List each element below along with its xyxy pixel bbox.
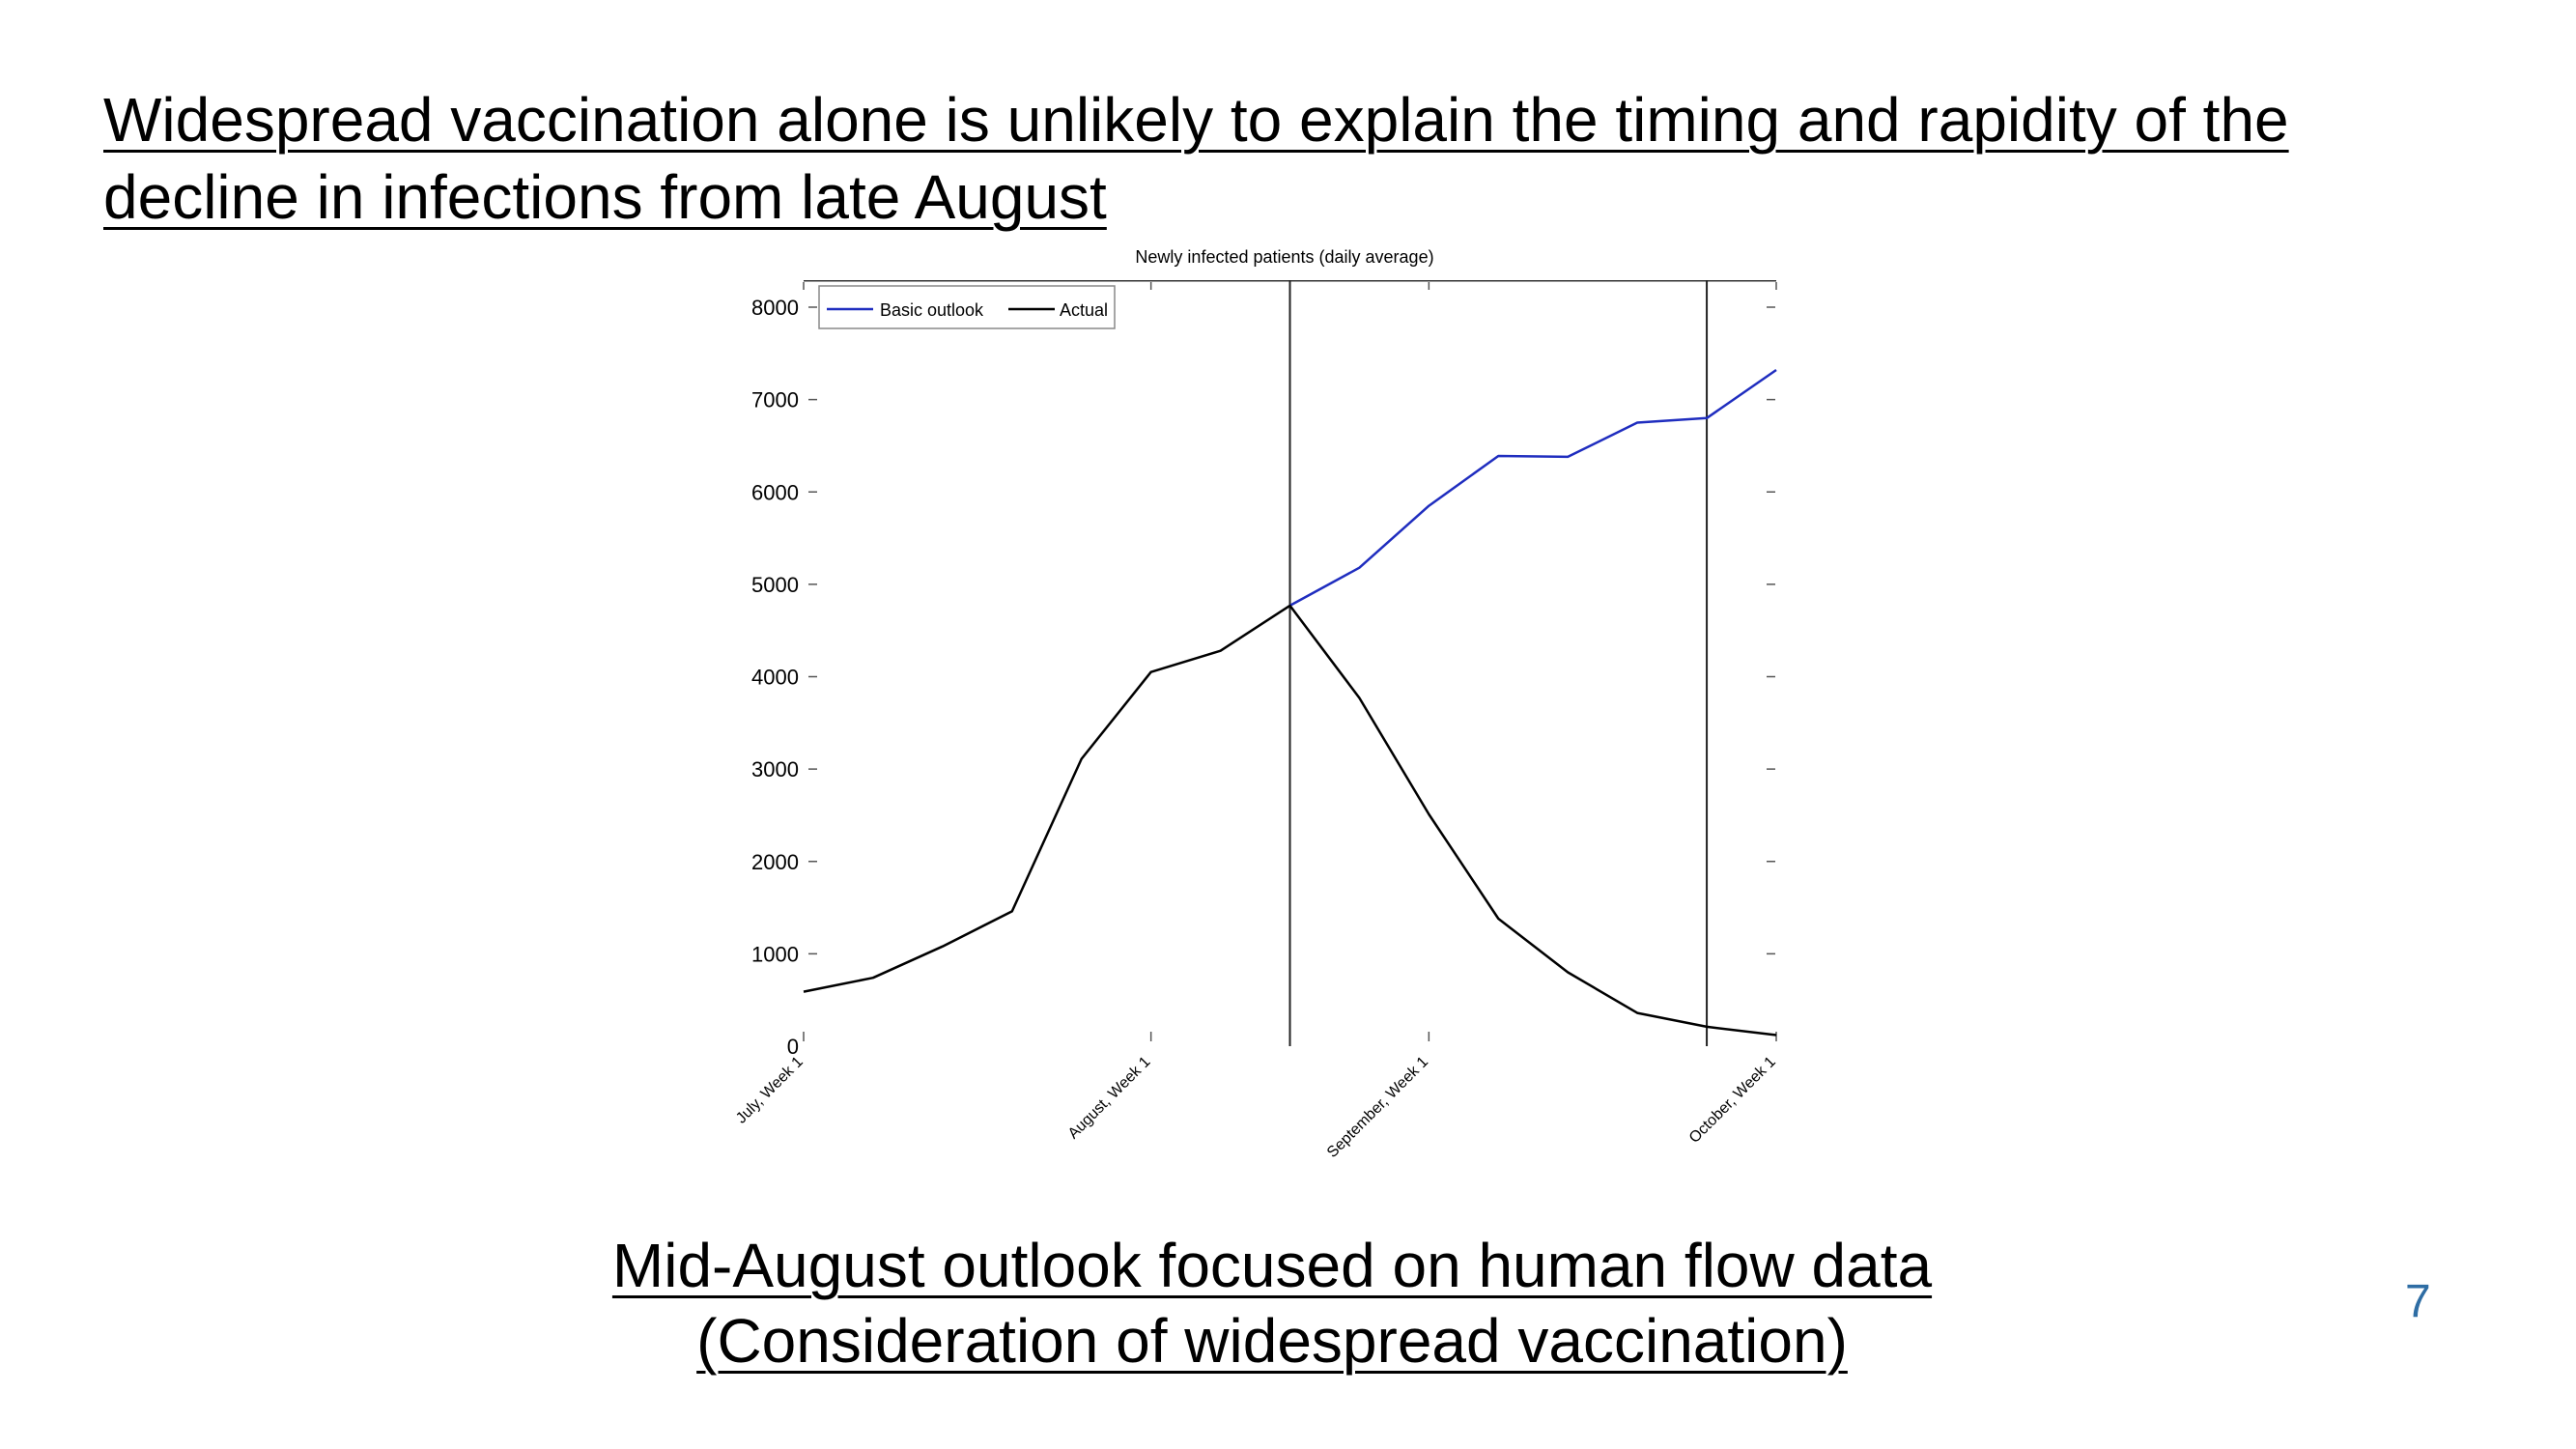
x-tick-label: October, Week 1 — [1685, 1053, 1779, 1147]
slide-title: Widespread vaccination alone is unlikely to explain the timing and rapidity of the decline in infections from late August — [103, 85, 2289, 232]
legend — [819, 286, 1115, 328]
y-tick-label: 1000 — [751, 942, 799, 967]
x-tick-label: July, Week 1 — [733, 1053, 807, 1127]
chart-title: Newly infected patients (daily average) — [1135, 247, 1434, 267]
y-tick-label: 4000 — [751, 665, 799, 690]
x-tick-label: September, Week 1 — [1324, 1053, 1432, 1161]
y-tick-label: 2000 — [751, 849, 799, 874]
vertical-markers — [1290, 280, 1708, 1046]
y-tick-label: 7000 — [751, 387, 799, 412]
y-tick-label: 8000 — [751, 296, 799, 320]
y-axis — [751, 296, 1775, 1059]
y-tick-label: 0 — [786, 1035, 799, 1059]
legend-label-basic-outlook: Basic outlook — [880, 300, 984, 320]
series-line-basic-outlook — [1290, 370, 1777, 606]
y-tick-label: 5000 — [751, 572, 799, 597]
page-number: 7 — [2405, 1276, 2431, 1327]
x-axis — [733, 282, 1779, 1161]
y-tick-label: 3000 — [751, 757, 799, 782]
x-tick-label: August, Week 1 — [1064, 1053, 1154, 1143]
caption-line-2: (Consideration of widespread vaccination) — [696, 1306, 1848, 1376]
y-tick-label: 6000 — [751, 480, 799, 505]
caption-line-1: Mid-August outlook focused on human flow data — [611, 1231, 1933, 1300]
legend-label-actual: Actual — [1060, 300, 1109, 320]
